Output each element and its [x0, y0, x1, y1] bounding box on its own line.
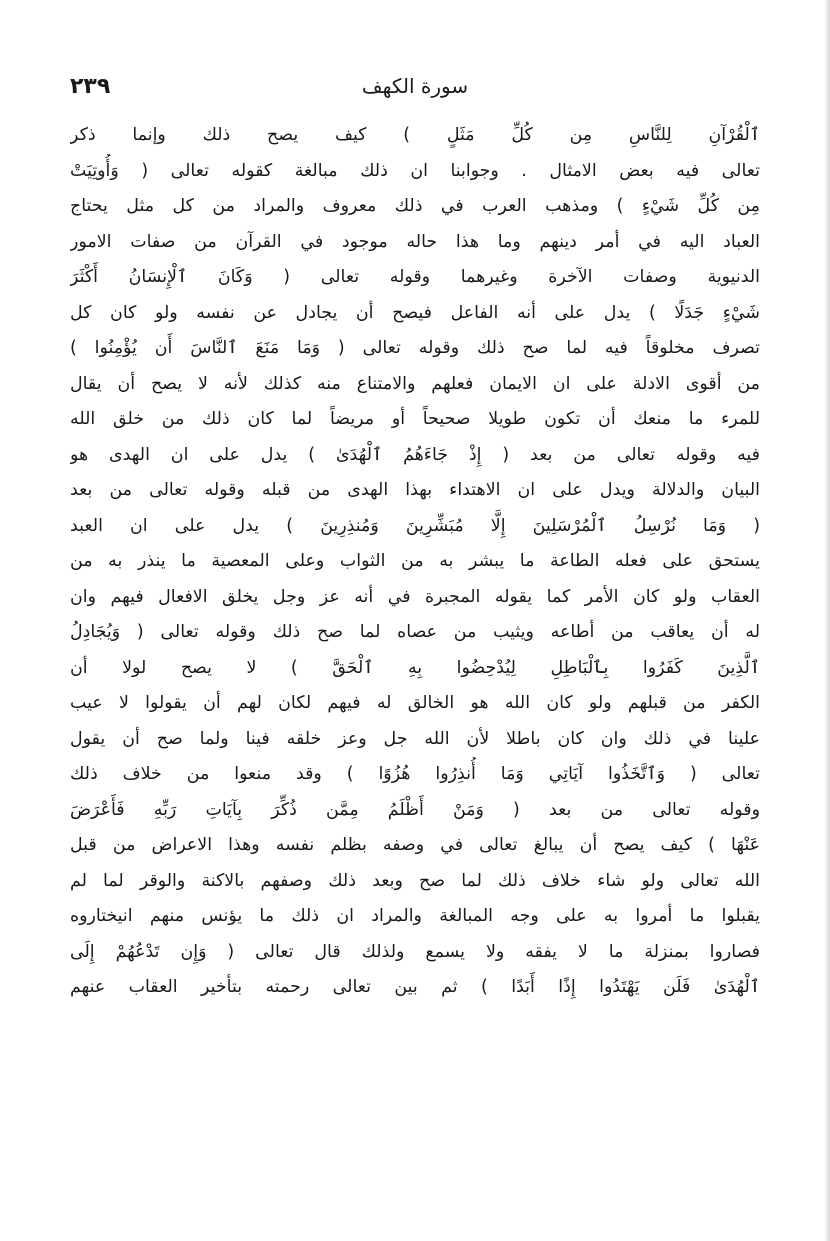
text-line: شَيْءٍ جَدَلًا ) يدل على أنه الفاعل فيصح أن يجادل عن نفسه ولو كان كل — [70, 302, 760, 323]
text-line: ٱلْهُدَىٰ فَلَن يَهْتَدُوا إِذًا أَبَدًا ) ثم بين تعالى رحمته بتأخير العقاب عنهم — [70, 977, 760, 997]
text-line: البيان والدلالة ويدل على ان الاهتداء بهذا الهدى من قبله وقوله تعالى من بعد — [70, 480, 760, 500]
text-line: فصاروا بمنزلة ما لا يفقه ولا يسمع ولذلك قال تعالى ( وَإِن تَدْعُهُمْ إِلَى — [70, 941, 760, 962]
text-line: علينا في ذلك وان كان باطلا لأن الله جل وعز خلقه فينا ولما صح أن يقول — [70, 728, 760, 749]
page-number: ٢٣٩ — [70, 74, 111, 99]
text-line: من أقوى الادلة على ان الايمان فعلهم والامتناع منه كذلك لأنه لا يصح أن يقال — [70, 373, 760, 394]
page-edge-shadow — [824, 0, 830, 1241]
text-line: الله تعالى ولو شاء خلاف ذلك لما صح وبعد ذلك وصفهم بالاكنة والوقر لما لم — [70, 870, 760, 891]
text-line: العقاب ولو كان الأمر كما يقوله المجبرة في أنه عز وجل يخلق الافعال فيهم وان — [70, 586, 760, 607]
text-line: ٱلْقُرْآنِ لِلنَّاسِ مِن كُلِّ مَثَلٍ ) كيف يصح ذلك وإنما ذكر — [70, 125, 760, 145]
text-line: وقوله تعالى من بعد ( وَمَنْ أَظْلَمُ مِمَّن ذُكِّرَ بِآيَاتِ رَبِّهِ فَأَعْرَضَ — [70, 799, 760, 820]
text-line: ( وَمَا نُرْسِلُ ٱلْمُرْسَلِينَ إِلَّا مُبَشِّرِينَ وَمُنذِرِينَ ) يدل على ان العبد — [70, 515, 760, 536]
text-line: مِن كُلِّ شَيْءٍ ) ومذهب العرب في ذلك معروف والمراد من كل مثل يحتاج — [70, 196, 760, 216]
text-line: تصرف مخلوقاً فيه لما صح ذلك وقوله تعالى ( وَمَا مَنَعَ ٱلنَّاسَ أَن يُؤْمِنُوا ) — [70, 338, 760, 358]
text-line: يستحق على فعله الطاعة ما يبشر به من الثواب وعلى المعصية ما ينذر به من — [70, 551, 760, 571]
text-line: تعالى فيه بعض الامثال . وجوابنا ان ذلك مبالغة كقوله تعالى ( وَأُوتِيَتْ — [70, 160, 760, 181]
text-line: للمرء ما منعك أن تكون طويلا صحيحاً أو مريضاً لما كان ذلك من خلق الله — [70, 409, 760, 429]
text-line: فيه وقوله تعالى من بعد ( إِذْ جَاءَهُمُ ٱلْهُدَىٰ ) يدل على ان الهدى هو — [70, 444, 760, 465]
text-line: العباد اليه في أمر دينهم وما هذا حاله موجود في القرآن من صفات الامور — [70, 231, 760, 252]
text-line: الدنيوية وصفات الآخرة وغيرهما وقوله تعالى ( وَكَانَ ٱلْإِنسَانُ أَكْثَرَ — [70, 267, 760, 287]
text-line: تعالى ( وَٱتَّخَذُوا آيَاتِي وَمَا أُنذِرُوا هُزُوًا ) وقد منعوا من خلاف ذلك — [70, 764, 760, 784]
running-title: سورة الكهف — [361, 74, 469, 98]
text-line: له أن يعاقب من أطاعه ويثيب من عصاه لما صح ذلك وقوله تعالى ( وَيُجَادِلُ — [70, 622, 760, 642]
text-line: ٱلَّذِينَ كَفَرُوا بِٱلْبَاطِلِ لِيُدْحِضُوا بِهِ ٱلْحَقَّ ) لا يصح لولا أن — [70, 657, 760, 678]
text-line: عَنْهَا ) كيف يصح أن يبالغ تعالى في وصفه بظلم نفسه وهذا الاعراض من قبل — [70, 835, 760, 855]
page-header — [70, 70, 760, 110]
text-line: يقبلوا ما أمروا به على وجه المبالغة والمراد ان ذلك ما يؤنس منهم انيختاروه — [70, 906, 760, 926]
body-text — [70, 118, 760, 1006]
text-line: الكفر من قبلهم ولو كان الله هو الخالق له فيهم لكان لهم أن يقولوا لا عيب — [70, 693, 760, 713]
